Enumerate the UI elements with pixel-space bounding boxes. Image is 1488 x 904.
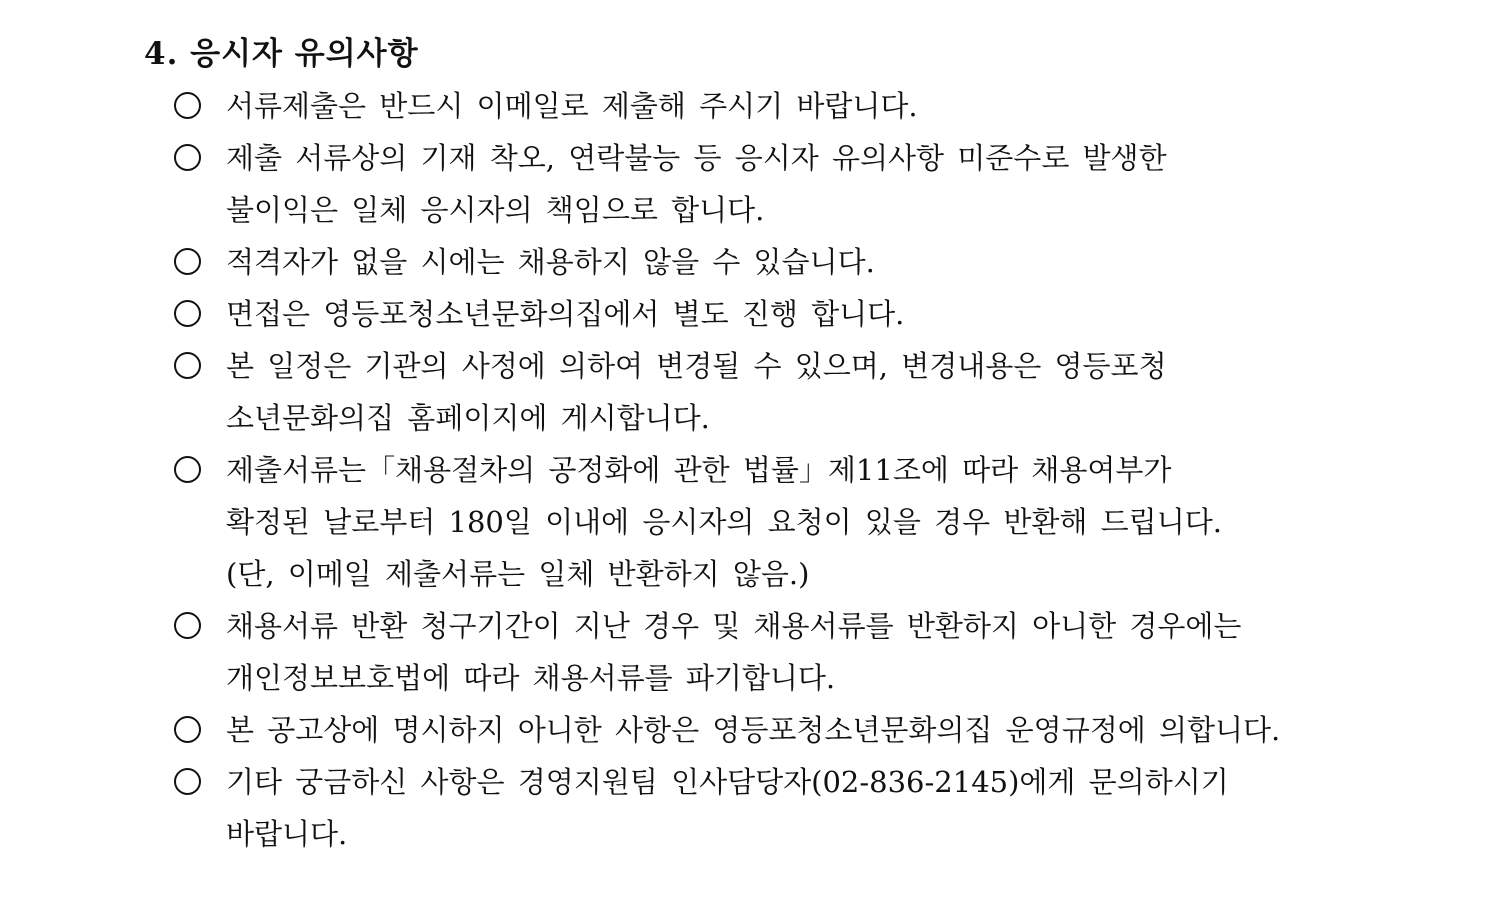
circle-bullet-icon (174, 716, 201, 743)
notice-line: (단, 이메일 제출서류는 일체 반환하지 않음.) (226, 557, 810, 591)
notice-line: 바랍니다. (226, 817, 348, 851)
notice-line: 기타 궁금하신 사항은 경영지원팀 인사담당자(02-836-2145)에게 문의하시기 (226, 765, 1229, 799)
notice-line: 제출 서류상의 기재 착오, 연락불능 등 응시자 유의사항 미준수로 발생한 (226, 141, 1167, 175)
circle-bullet-icon (174, 92, 201, 119)
section-title: 4. 응시자 유의사항 (144, 36, 419, 72)
notice-line: 적격자가 없을 시에는 채용하지 않을 수 있습니다. (226, 245, 875, 279)
notice-item (174, 704, 1346, 756)
notice-text (226, 444, 1346, 600)
notice-item (174, 444, 1346, 600)
notice-item (174, 288, 1346, 340)
circle-bullet-icon (174, 456, 201, 483)
notice-line: 개인정보보호법에 따라 채용서류를 파기합니다. (226, 661, 836, 695)
notice-item (174, 756, 1346, 860)
notice-text (226, 340, 1346, 444)
notice-text (226, 80, 1346, 132)
circle-bullet-icon (174, 300, 201, 327)
notice-line: 채용서류 반환 청구기간이 지난 경우 및 채용서류를 반환하지 아니한 경우에는 (226, 609, 1242, 643)
circle-bullet-icon (174, 144, 201, 171)
notice-text (226, 132, 1346, 236)
notice-line: 면접은 영등포청소년문화의집에서 별도 진행 합니다. (226, 297, 905, 331)
notice-line: 불이익은 일체 응시자의 책임으로 합니다. (226, 193, 765, 227)
notice-text (226, 756, 1346, 860)
notice-item (174, 132, 1346, 236)
notice-line: 제출서류는「채용절차의 공정화에 관한 법률」제11조에 따라 채용여부가 (226, 453, 1172, 487)
circle-bullet-icon (174, 612, 201, 639)
notice-text (226, 704, 1346, 756)
notice-item (174, 600, 1346, 704)
notice-text (226, 236, 1346, 288)
circle-bullet-icon (174, 248, 201, 275)
notice-line: 본 일정은 기관의 사정에 의하여 변경될 수 있으며, 변경내용은 영등포청 (226, 349, 1167, 383)
notice-line: 서류제출은 반드시 이메일로 제출해 주시기 바랍니다. (226, 89, 918, 123)
notice-line: 본 공고상에 명시하지 아니한 사항은 영등포청소년문화의집 운영규정에 의합니다. (226, 713, 1281, 747)
circle-bullet-icon (174, 352, 201, 379)
notice-text (226, 288, 1346, 340)
notice-line: 소년문화의집 홈페이지에 게시합니다. (226, 401, 710, 435)
notice-item (174, 340, 1346, 444)
notice-text (226, 600, 1346, 704)
notice-item (174, 80, 1346, 132)
notice-item (174, 236, 1346, 288)
circle-bullet-icon (174, 768, 201, 795)
notice-line: 확정된 날로부터 180일 이내에 응시자의 요청이 있을 경우 반환해 드립니다. (226, 505, 1222, 539)
